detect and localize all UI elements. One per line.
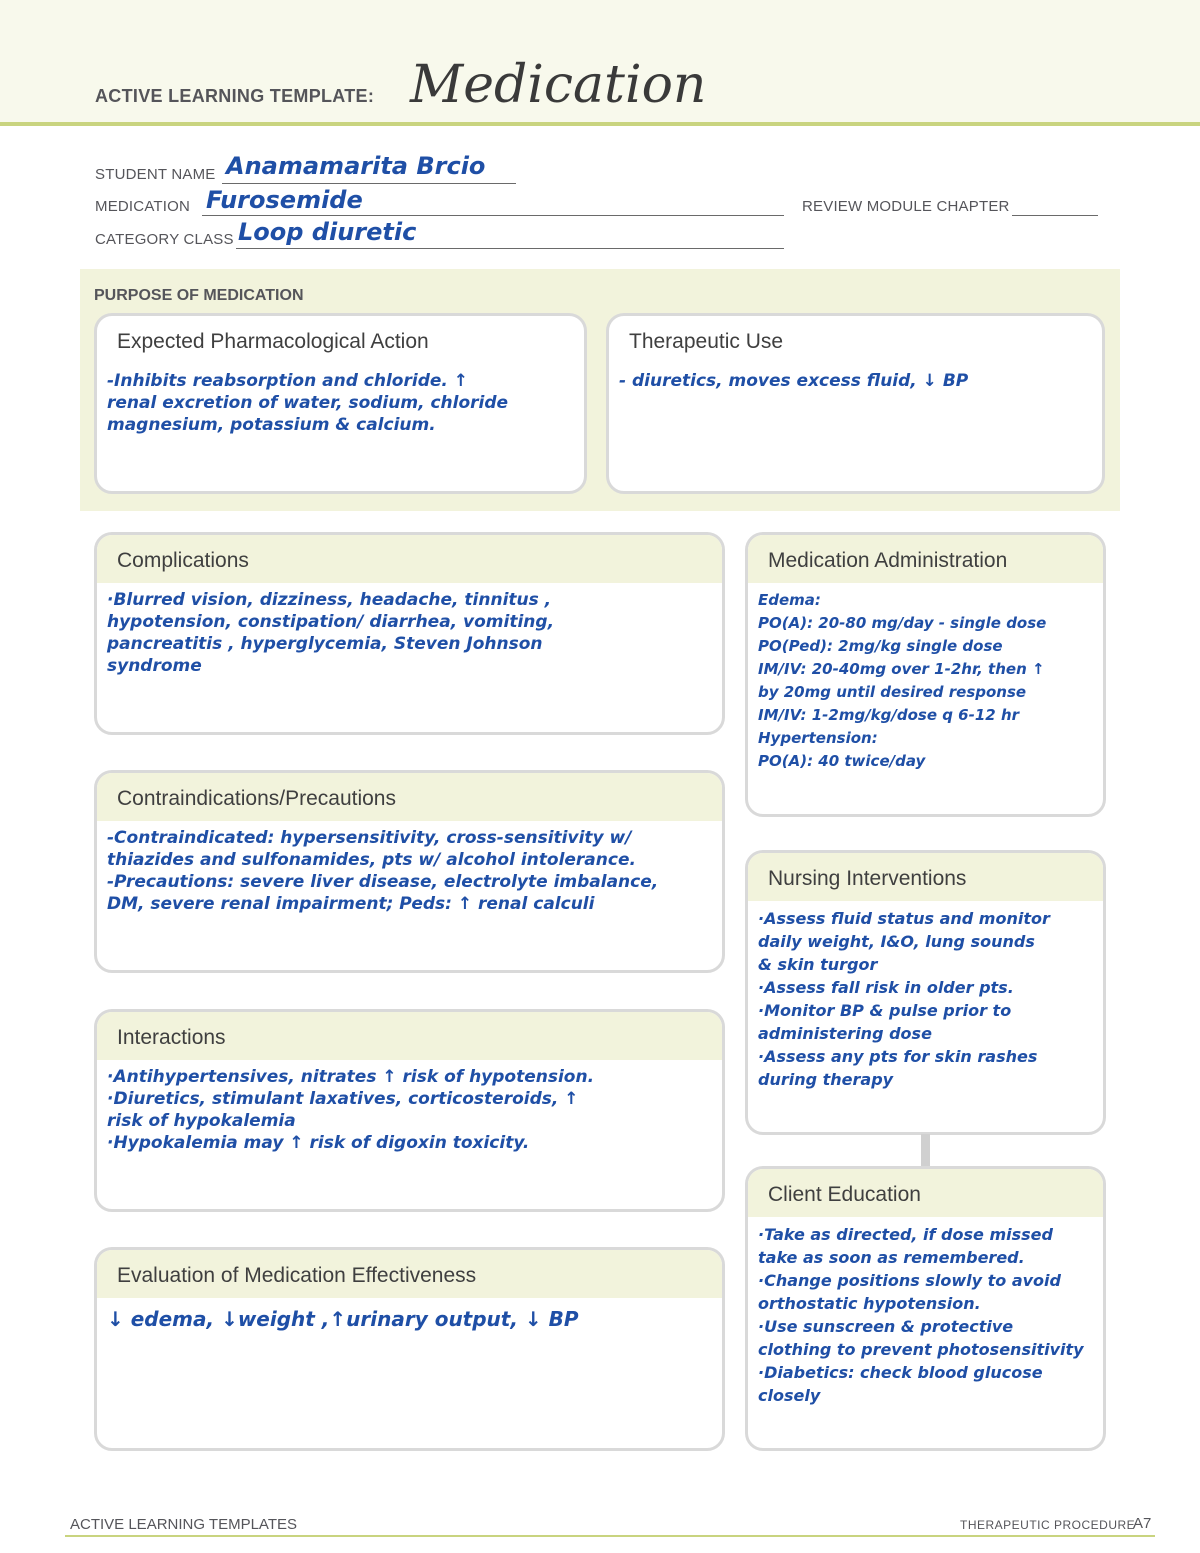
text-line: ↓ edema, ↓weight ,↑urinary output, ↓ BP [107, 1307, 579, 1331]
text-line: Edema: [758, 591, 821, 609]
text-line: -Precautions: severe liver disease, electrolyte imbalance, [107, 872, 659, 892]
complications-card [94, 532, 725, 735]
text-line: IM/IV: 1-2mg/kg/dose q 6-12 hr [758, 706, 1020, 724]
text-line: during therapy [758, 1070, 894, 1089]
interactions-title: Interactions [97, 1012, 722, 1060]
evaluation-card [94, 1247, 725, 1451]
text-line: take as soon as remembered. [758, 1248, 1025, 1267]
therapeutic-use-card [606, 313, 1105, 494]
evaluation-title: Evaluation of Medication Effectiveness [97, 1250, 722, 1298]
contraindications-title: Contraindications/Precautions [97, 773, 722, 821]
text-line: ·Use sunscreen & protective [758, 1317, 1014, 1336]
text-line: risk of hypokalemia [107, 1111, 296, 1131]
client-education-text[interactable] [748, 1217, 1103, 1407]
text-line: & skin turgor [758, 955, 878, 974]
nursing-interventions-text[interactable] [748, 901, 1103, 1091]
template-label: ACTIVE LEARNING TEMPLATE: [95, 86, 375, 106]
therapeutic-use-text[interactable] [609, 364, 1102, 392]
footer-divider [65, 1535, 1155, 1537]
administration-text[interactable] [748, 583, 1103, 773]
text-line: administering dose [758, 1024, 932, 1043]
page-number: A7 [1133, 1515, 1152, 1532]
evaluation-text[interactable] [97, 1298, 722, 1330]
medication-label: MEDICATION [95, 198, 191, 215]
text-line: ·Assess fluid status and monitor [758, 909, 1050, 928]
text-line: thiazides and sulfonamides, pts w/ alcohol intolerance. [107, 850, 636, 870]
purpose-label: PURPOSE OF MEDICATION [94, 287, 304, 304]
contraindications-text[interactable] [97, 821, 722, 915]
review-module-label: REVIEW MODULE CHAPTER [802, 198, 1010, 215]
text-line: ·Hypokalemia may ↑ risk of digoxin toxicity. [107, 1133, 530, 1153]
expected-action-title: Expected Pharmacological Action [117, 330, 429, 353]
text-line: DM, severe renal impairment; Peds: ↑ renal calculi [107, 894, 595, 914]
text-line: PO(A): 40 twice/day [758, 752, 926, 770]
text-line: renal excretion of water, sodium, chloride [107, 393, 509, 413]
text-line: ·Assess fall risk in older pts. [758, 978, 1014, 997]
footer-left: ACTIVE LEARNING TEMPLATES [70, 1516, 297, 1533]
student-name-line [222, 183, 516, 184]
student-name-label: STUDENT NAME [95, 166, 216, 183]
text-line: ·Change positions slowly to avoid [758, 1271, 1061, 1290]
text-line: ·Diabetics: check blood glucose [758, 1363, 1043, 1382]
contraindications-card [94, 770, 725, 973]
text-line: PO(A): 20-80 mg/day - single dose [758, 614, 1047, 632]
text-line: ·Take as directed, if dose missed [758, 1225, 1053, 1244]
medication-line [202, 215, 784, 216]
text-line: pancreatitis , hyperglycemia, Steven Johnson [107, 634, 543, 654]
complications-text[interactable] [97, 583, 722, 677]
interactions-card [94, 1009, 725, 1212]
category-class-label: CATEGORY CLASS [95, 231, 234, 248]
category-class-line [236, 248, 784, 249]
review-module-line [1012, 215, 1098, 216]
text-line: daily weight, I&O, lung sounds [758, 932, 1035, 951]
administration-title: Medication Administration [748, 535, 1103, 583]
text-line: clothing to prevent photosensitivity [758, 1340, 1084, 1359]
interactions-text[interactable] [97, 1060, 722, 1154]
footer-right: THERAPEUTIC PROCEDURE [960, 1518, 1136, 1532]
text-line: IM/IV: 20-40mg over 1-2hr, then ↑ [758, 660, 1045, 678]
header-divider [0, 122, 1200, 126]
administration-card [745, 532, 1106, 817]
category-class-value[interactable]: Loop diuretic [238, 218, 417, 246]
therapeutic-use-title: Therapeutic Use [629, 330, 784, 353]
text-line: -Inhibits reabsorption and chloride. ↑ [107, 371, 469, 391]
text-line: ·Diuretics, stimulant laxatives, corticosteroids, ↑ [107, 1089, 579, 1109]
student-name-value[interactable]: Anamamarita Brcio [226, 152, 486, 180]
nursing-interventions-title: Nursing Interventions [748, 853, 1103, 901]
card-connector [921, 1134, 930, 1166]
complications-title: Complications [97, 535, 722, 583]
text-line: - diuretics, moves excess fluid, ↓ BP [619, 371, 969, 391]
client-education-title: Client Education [748, 1169, 1103, 1217]
text-line: -Contraindicated: hypersensitivity, cross-sensitivity w/ [107, 828, 632, 848]
text-line: by 20mg until desired response [758, 683, 1027, 701]
text-line: PO(Ped): 2mg/kg single dose [758, 637, 1003, 655]
text-line: hypotension, constipation/ diarrhea, vomiting, [107, 612, 555, 632]
text-line: ·Blurred vision, dizziness, headache, tinnitus , [107, 590, 552, 610]
text-line: magnesium, potassium & calcium. [107, 415, 436, 435]
medication-value[interactable]: Furosemide [206, 186, 363, 214]
text-line: ·Monitor BP & pulse prior to [758, 1001, 1012, 1020]
text-line: ·Antihypertensives, nitrates ↑ risk of hypotension. [107, 1067, 595, 1087]
client-education-card [745, 1166, 1106, 1451]
text-line: orthostatic hypotension. [758, 1294, 981, 1313]
text-line: closely [758, 1386, 821, 1405]
text-line: ·Assess any pts for skin rashes [758, 1047, 1038, 1066]
text-line: syndrome [107, 656, 202, 676]
expected-action-card [94, 313, 587, 494]
expected-action-text[interactable] [97, 364, 584, 436]
page-title: Medication [410, 55, 707, 115]
nursing-interventions-card [745, 850, 1106, 1135]
text-line: Hypertension: [758, 729, 878, 747]
